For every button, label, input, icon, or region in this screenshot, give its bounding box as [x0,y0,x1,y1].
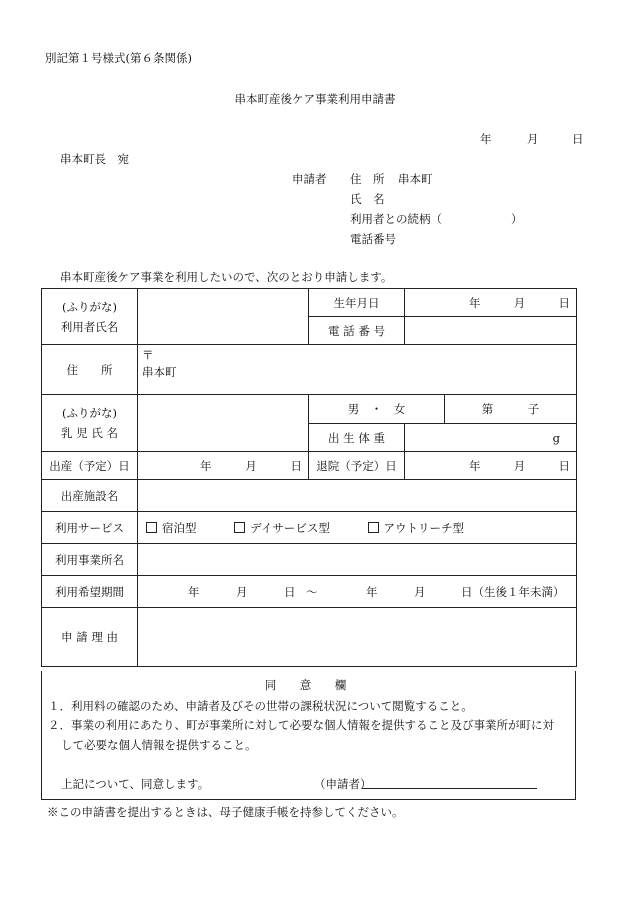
birth-order: 第 子 [445,395,577,424]
consent-item-1: １．利用料の確認のため、申請者及びその世帯の課税状況について閲覧すること。 [48,699,473,713]
checkbox-icon[interactable] [368,522,379,533]
birth-date-label: 出産（予定）日 [42,452,138,480]
applicant-label: 申請者 [292,172,327,186]
applicant-relation-label: 利用者との続柄（ ） [350,212,523,226]
checkbox-icon[interactable] [146,522,157,533]
sex-options[interactable]: 男 ・ 女 [309,395,445,424]
discharge-date-label: 退院（予定）日 [309,452,405,480]
infant-name-field[interactable] [138,395,309,452]
birth-weight-field[interactable]: g [405,424,577,452]
address-label: 住 所 [42,345,138,395]
intro-text: 串本町産後ケア事業を利用したいので、次のとおり申請します。 [60,270,393,284]
applicant-address-label: 住 所 [350,172,385,186]
applicant-phone-label: 電話番号 [350,232,396,246]
application-table [41,288,577,667]
birth-weight-label: 出 生 体 重 [309,424,405,452]
infant-name-label: (ふりがな) 乳 児 氏 名 [42,395,138,452]
postal-mark: 〒 [142,348,154,362]
address-value: 串本町 [142,365,177,379]
consent-title: 同 意 欄 [264,678,353,692]
date-day: 日 [572,132,584,146]
provider-field[interactable] [138,544,577,576]
reason-label: 申 請 理 由 [42,608,138,667]
checkbox-icon[interactable] [234,522,245,533]
birth-date-field[interactable]: 年 月 日 [138,452,309,480]
applicant-name-label: 氏 名 [350,192,385,206]
service-option-stay[interactable]: 宿泊型 [146,520,197,536]
period-label: 利用希望期間 [42,576,138,608]
facility-label: 出産施設名 [42,480,138,512]
consent-signer-label: （申請者） [314,777,372,791]
birthdate-label: 生年月日 [309,289,405,317]
applicant-address-value: 串本町 [398,172,433,186]
footnote: ※この申請書を提出するときは、母子健康手帳を持参してください。 [47,805,404,819]
phone-label: 電 話 番 号 [309,317,405,345]
service-options [138,512,577,544]
reason-field[interactable] [138,608,577,667]
user-name-label: (ふりがな) 利用者氏名 [42,289,138,345]
discharge-date-field[interactable]: 年 月 日 [405,452,577,480]
signature-line[interactable] [362,788,537,789]
period-field[interactable]: 年 月 日 ～ 年 月 日（生後１年未満） [138,576,577,608]
consent-agree-text: 上記について、同意します。 [61,777,210,791]
facility-field[interactable] [138,480,577,512]
service-option-day[interactable]: デイサービス型 [234,520,330,536]
date-month: 月 [527,132,539,146]
addressee: 串本町長 宛 [60,152,129,166]
service-label: 利用サービス [42,512,138,544]
address-field[interactable] [138,345,577,395]
service-option-outreach[interactable]: アウトリーチ型 [368,520,465,536]
date-year: 年 [480,132,492,146]
user-name-field[interactable] [138,289,309,345]
phone-field[interactable] [405,317,577,345]
consent-item-2: ２．事業の利用にあたり、町が事業所に対して必要な個人情報を提供すること及び事業所が町に対 [48,718,554,732]
form-number: 別記第１号様式(第６条関係) [45,51,192,65]
page-title: 串本町産後ケア事業利用申請書 [234,92,396,106]
birthdate-field[interactable]: 年 月 日 [405,289,577,317]
provider-label: 利用事業所名 [42,544,138,576]
consent-section [41,671,576,800]
consent-item-2-cont: して必要な個人情報を提供すること。 [61,738,257,752]
